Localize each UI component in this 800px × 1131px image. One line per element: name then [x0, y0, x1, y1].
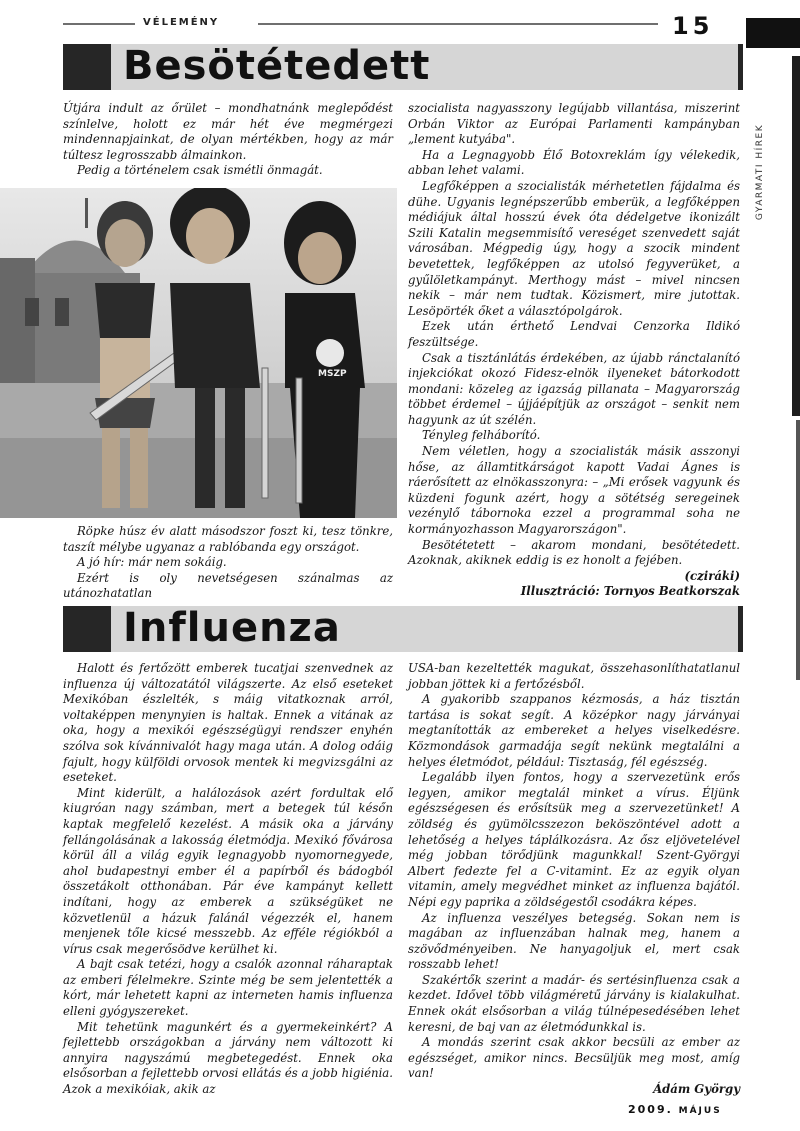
article2-right-column: [408, 661, 740, 1098]
paragraph: Szakértők szerint a madár- és sertésinfluenza csak a kezdet. Idővel több világméretű járvány is kialakulhat. Ennek okát elsősorban a világ túlnépesedésében lehet keresni, de baj van az életmódunkkal is.: [408, 972, 740, 1034]
article2-signature: Ádám György: [653, 1082, 740, 1097]
issue-date: [628, 1103, 722, 1116]
article2-title-block: [63, 606, 111, 652]
illustration-photo: [0, 188, 397, 518]
paragraph: Besötétetett – akarom mondani, besötétedett. Azoknak, akiknek eddig is ez honolt a fejében.: [408, 537, 740, 568]
paragraph: A gyakoribb szappanos kézmosás, a ház tisztán tartása is sokat segít. A középkor nagy járványai megtanították az embereket a helyes viselkedésre. Közmondások garmadája segít nekünk megtalálni a helyes életmódot, például: Tisztaság, fél egészség.: [408, 692, 740, 769]
paragraph: Legalább ilyen fontos, hogy a szervezetünk erős legyen, amikor megtalál minket a vírus. Éljünk egészségesen és erősítsük meg a szervezetünket! A zöldség és gyümölcsszezon beköszöntével adott a lehetőség a helyes táplálkozásra. Az ősz eljövetelével még jobban törődjünk magunkkal! Szent-Györgyi Albert fedezte fel a C-vitamint. Ez az egyik olyan vitamin, amely megvédhet minket az influenza bajától. Népi egy paprika a zöldségestől csodákra képes.: [408, 770, 740, 909]
article2-title-edge: [738, 606, 743, 652]
header-rule-right: [258, 23, 658, 25]
page-number: 15: [672, 12, 714, 40]
article2-title: Influenza: [123, 605, 341, 651]
paragraph: Mit tehetünk magunkért és a gyermekeinkért? A fejlettebb országokban a járvány nem változott ki annyira nagyszámú megbetegedést. Ennek oka elsősorban a fejlettebb orvosi ellátás és a jobb higiénia. Azok a mexikóiak, akik az: [63, 1019, 393, 1097]
paragraph: A jó hír: már nem sokáig.: [77, 555, 227, 570]
paragraph: Útjára indult az őrület – mondhatnánk meglepődést színlelve, holott ez már hét éve megmérgezi mindennapjainkat, de olyan mértékben, hogy az már túltesz legrosszabb álmainkon.: [63, 101, 393, 162]
side-label-text: GYARMATI HÍREK: [755, 123, 765, 221]
paragraph: Mint kiderült, a halálozások azért fordultak elő kiugróan nagy számban, mert a betegek túl későn kaptak megfelelő kezelést. A másik oka a járvány fellángolásának a lakosság életmódja. Mexikó fővárosa körül áll a világ egyik legnagyobb nyomornegyede, ahol budapestnyi ember él a papírből és bádogból összetákolt otthonában. Pár éve kampányt kellett indítani, hogy az emberek a szükségüket ne közvetlenül a házuk falánál végezzék el, hanem menjenek tőle kicsé messzebb. Az efféle régiókból a vírus csak megerősödve kerülhet ki.: [63, 785, 393, 956]
header-bar: [746, 18, 800, 48]
paragraph: USA-ban kezeltették magukat, összehasonlíthatatlanul jobban jöttek ki a fertőzésből.: [408, 661, 740, 691]
side-bar-lower: [796, 420, 800, 680]
paragraph: Halott és fertőzött emberek tucatjai szenvednek az influenza új változatától világszerte. Az első eseteket Mexikóban észlelték, s máig vitatkoznak arról, voltaképpen menynyien is haltak. Ennek a vitának az oka, hogy a mexikói egészségügyi rendszer enyhén szólva sok kívánnivalót hagy maga után. A dolog odáig fajult, hogy külföldi orvosok mentek ki megvizsgálni az eseteket.: [63, 661, 393, 785]
issue-year: 2009.: [628, 1103, 673, 1116]
article1-title-edge: [738, 44, 743, 90]
article2-left-column: [63, 661, 393, 1098]
paragraph: Nem véletlen, hogy a szocialisták másik asszonyi hőse, az államtitkárságot kapott Vadai Ágnes is ráerősített az elnökasszonyra: – „Mi erősek vagyunk és küzdeni fogunk azért, hogy a sötétség seregeinek vezénylő tábornoka ezzel a programmal soha ne kormányozhasson Magyarországon".: [408, 444, 740, 537]
paragraph: Csak a tisztánlátás érdekében, az újabb ránctalanító injekciókat okozó Fidesz-elnök ilyeneket bátorkodott mondani: közeleg az igazság pillanata – Magyarország többet érdemel – újjáépítjük az országot – senkit nem hagyunk az út szélén.: [408, 350, 740, 427]
mszp-badge: MSZP: [318, 369, 347, 379]
article1-title: Besötétedett: [123, 43, 431, 89]
header-rule-left: [63, 23, 135, 25]
article1-right-column: [408, 101, 740, 600]
article1-left-bottom: [63, 524, 393, 602]
paragraph: Ha a Legnagyobb Élő Botoxreklám így vélekedik, abban lehet valami.: [408, 147, 740, 178]
article1-signature: (cziráki): [684, 568, 740, 583]
paragraph: A mondás szerint csak akkor becsüli az ember az egészséget, amikor nincs. Becsüljük meg most, amíg van!: [408, 1035, 740, 1081]
side-bar: [792, 56, 800, 416]
paragraph: Ezek után érthető Lendvai Cenzorka Ildikó feszültsége.: [408, 319, 740, 349]
paragraph: Röpke húsz év alatt másodszor foszt ki, tesz tönkre, taszít mélybe ugyanaz a rablóbanda egy országot.: [63, 524, 393, 554]
paragraph: Tényleg felháborító.: [422, 428, 541, 443]
section-name: VÉLEMÉNY: [143, 17, 220, 28]
paragraph: A bajt csak tetézi, hogy a csalók azonnal ráharaptak az emberi félelmekre. Szinte még be sem jelentették a kórt, már lehetett kapni az interneten hamis influenza elleni gyógyszereket.: [63, 957, 393, 1019]
article1-left-top: [63, 101, 393, 179]
paragraph: Pedig a történelem csak ismétli önmagát.: [77, 163, 323, 178]
illustration-image: [0, 188, 397, 518]
issue-month: MÁJUS: [678, 1106, 722, 1116]
side-label: [752, 100, 768, 250]
paragraph: Az influenza veszélyes betegség. Sokan nem is magában az influenzában halnak meg, hanem a szövődményeiben. Ne hanyagoljuk el, mert csak rosszabb lehet!: [408, 910, 740, 972]
illustration-credit: Illusztráció: Tornyos Beatkorszak: [520, 584, 740, 599]
paragraph: Ezért is oly nevetségesen szánalmas az utánozhatatlan: [63, 570, 393, 601]
paragraph: Legfőképpen a szocialisták mérhetetlen fájdalma és dühe. Ugyanis legnépszerűbb emberük, a legfőképpen médiájuk által hosszú évek óta dédelgetve ikonizált Szili Katalin megsemmisítő vereséget szenvedett saját városában. Mégpedig úgy, hogy a szocik mindent bevetettek, legfőképpen az utolsó fegyverüket, a gyűlöletkampányt. Merthogy mást – mivel nincsen nekik – már nem tudtak. Közismert, mire jutottak. Lesöpörték őket a választópolgárok.: [408, 178, 740, 318]
paragraph: szocialista nagyasszony legújabb villantása, miszerint Orbán Viktor az Európai Parlamenti kampányban „lement kutyába".: [408, 101, 740, 147]
article1-title-block: [63, 44, 111, 90]
